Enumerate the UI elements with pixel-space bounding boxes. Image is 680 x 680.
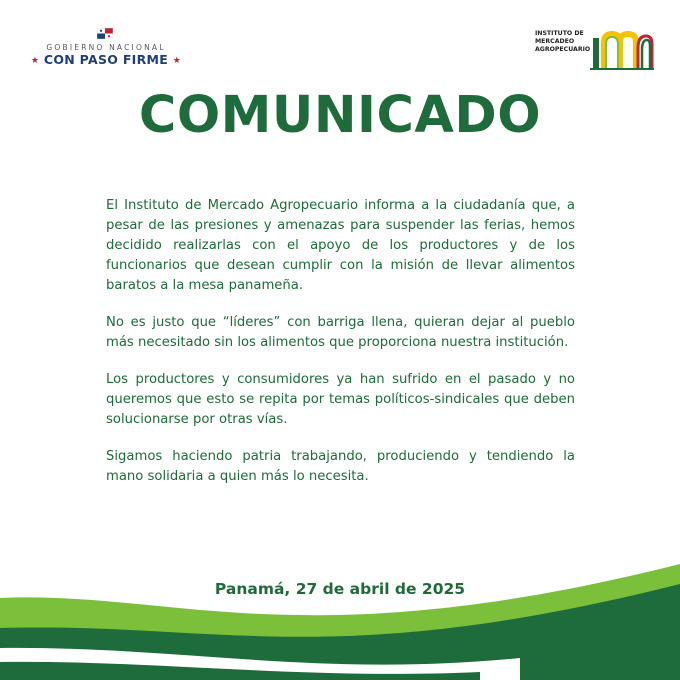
- page-title: COMUNICADO: [138, 86, 542, 145]
- gov-name: GOBIERNO NACIONAL: [46, 43, 166, 52]
- ima-logo-mark-icon: [590, 28, 654, 70]
- gobierno-nacional-logo: [30, 28, 182, 72]
- ima-logo: [533, 28, 655, 72]
- paragraph: Los productores y consumidores ya han sufrido en el pasado y no queremos que esto se repita por temas políticos-sindicales que deben solucionarse por otras vías.: [106, 372, 575, 427]
- paragraph: No es justo que “líderes” con barriga llena, quieran dejar al pueblo más necesitado sin los alimentos que proporciona nuestra institución.: [106, 315, 575, 350]
- gov-slogan: CON PASO FIRME: [43, 52, 169, 67]
- star-icon: ★: [30, 56, 40, 66]
- paragraph: Sigamos haciendo patria trabajando, produciendo y tendiendo la mano solidaria a quien más lo necesita.: [106, 449, 575, 484]
- decorative-green-waves: [0, 550, 680, 680]
- panama-flag-icon: [97, 28, 113, 39]
- dateline: Panamá, 27 de abril de 2025: [214, 580, 466, 598]
- ima-name-line: MERCADEO: [535, 38, 575, 45]
- ima-name-line: AGROPECUARIO: [535, 46, 591, 53]
- star-icon: ★: [172, 56, 182, 66]
- paragraph: El Instituto de Mercado Agropecuario informa a la ciudadanía que, a pesar de las presiones y amenazas para suspender las ferias, hemos decidido realizarlas con el apoyo de los productores y de los funcionarios que desean cumplir con la misión de llevar alimentos baratos a la mesa panameña.: [106, 198, 575, 293]
- gov-slogan-row: [30, 52, 182, 67]
- communique-body: [106, 196, 575, 504]
- ima-name: [535, 30, 595, 54]
- ima-name-line: INSTITUTO DE: [535, 30, 584, 37]
